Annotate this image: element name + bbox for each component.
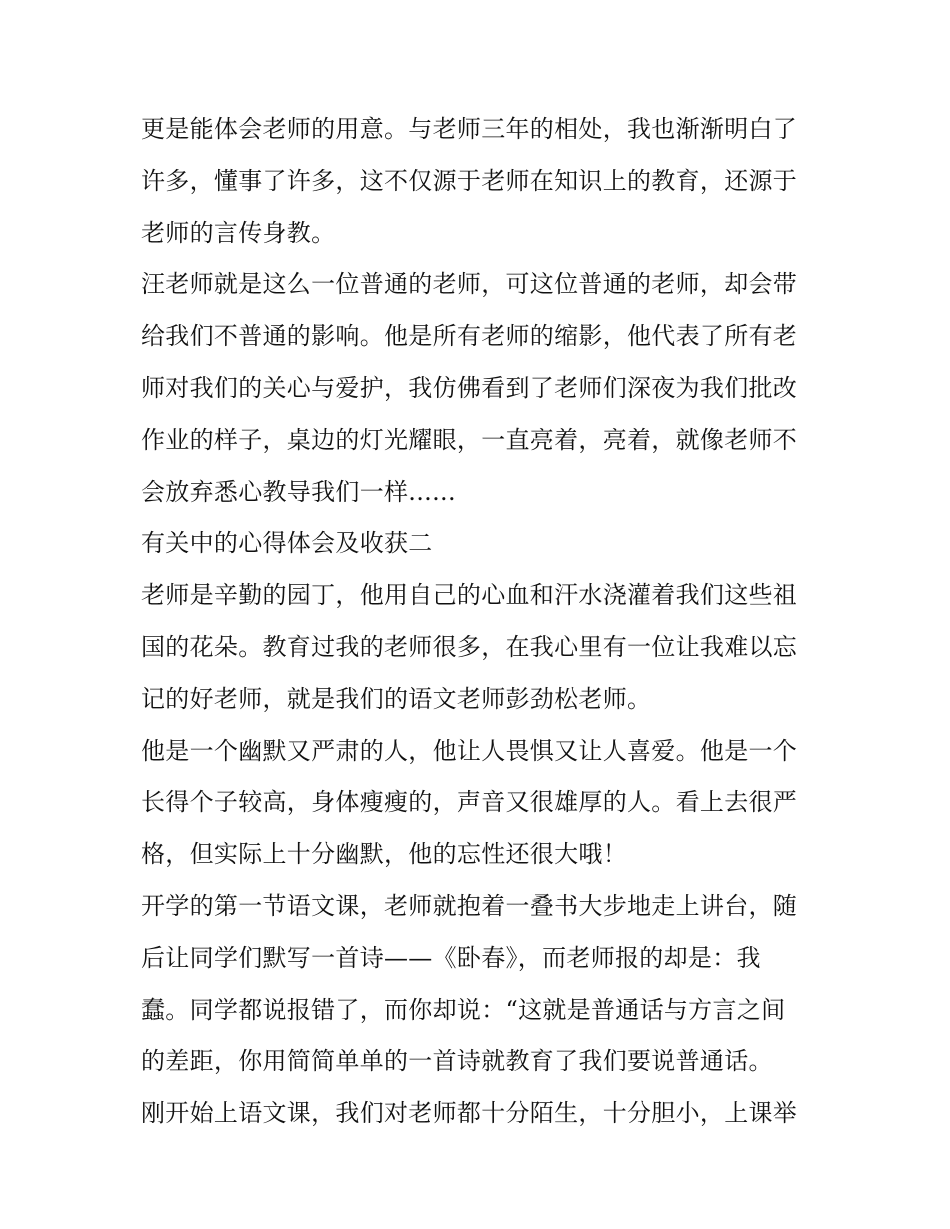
text-line: 作业的样子，桌边的灯光耀眼，一直亮着，亮着，就像老师不 [141,425,798,454]
text-line: 蠢。同学都说报错了，而你却说：“这就是普通话与方言之间 [141,995,786,1024]
text-line: 更是能体会老师的用意。与老师三年的相处，我也渐渐明白了 [141,115,798,143]
text-line: 长得个子较高，身体瘦瘦的，声音又很雄厚的人。看上去很严 [141,788,798,817]
text-line: 许多，懂事了许多，这不仅源于老师在知识上的教育，还源于 [141,166,798,195]
text-line: 格，但实际上十分幽默，他的忘性还很大哦！ [141,840,627,869]
text-line: 会放弃悉心教导我们一样...... [141,477,456,506]
text-line: 后让同学们默写一首诗——《卧春》，而老师报的却是：我 [141,943,761,972]
text-line: 师对我们的关心与爱护，我仿佛看到了老师们深夜为我们批改 [141,373,798,402]
text-line: 刚开始上语文课，我们对老师都十分陌生，十分胆小，上课举 [141,1099,798,1128]
document-body [141,104,821,1140]
text-line: 的差距，你用简简单单的一首诗就教育了我们要说普通话。 [141,1047,773,1076]
text-line: 老师是辛勤的园丁，他用自己的心血和汗水浇灌着我们这些祖 [141,581,798,610]
text-line: 他是一个幽默又严肃的人，他让人畏惧又让人喜爱。他是一个 [141,736,798,765]
text-line: 国的花朵。教育过我的老师很多，在我心里有一位让我难以忘 [141,632,798,661]
text-line: 汪老师就是这么一位普通的老师，可这位普通的老师，却会带 [141,270,798,299]
text-line: 记的好老师，就是我们的语文老师彭劲松老师。 [141,684,652,713]
text-line: 老师的言传身教。 [141,218,336,247]
text-line: 开学的第一节语文课，老师就抱着一叠书大步地走上讲台，随 [141,891,798,920]
text-line: 给我们不普通的影响。他是所有老师的缩影，他代表了所有老 [141,322,798,351]
section-heading: 有关中的心得体会及收获二 [141,529,433,558]
